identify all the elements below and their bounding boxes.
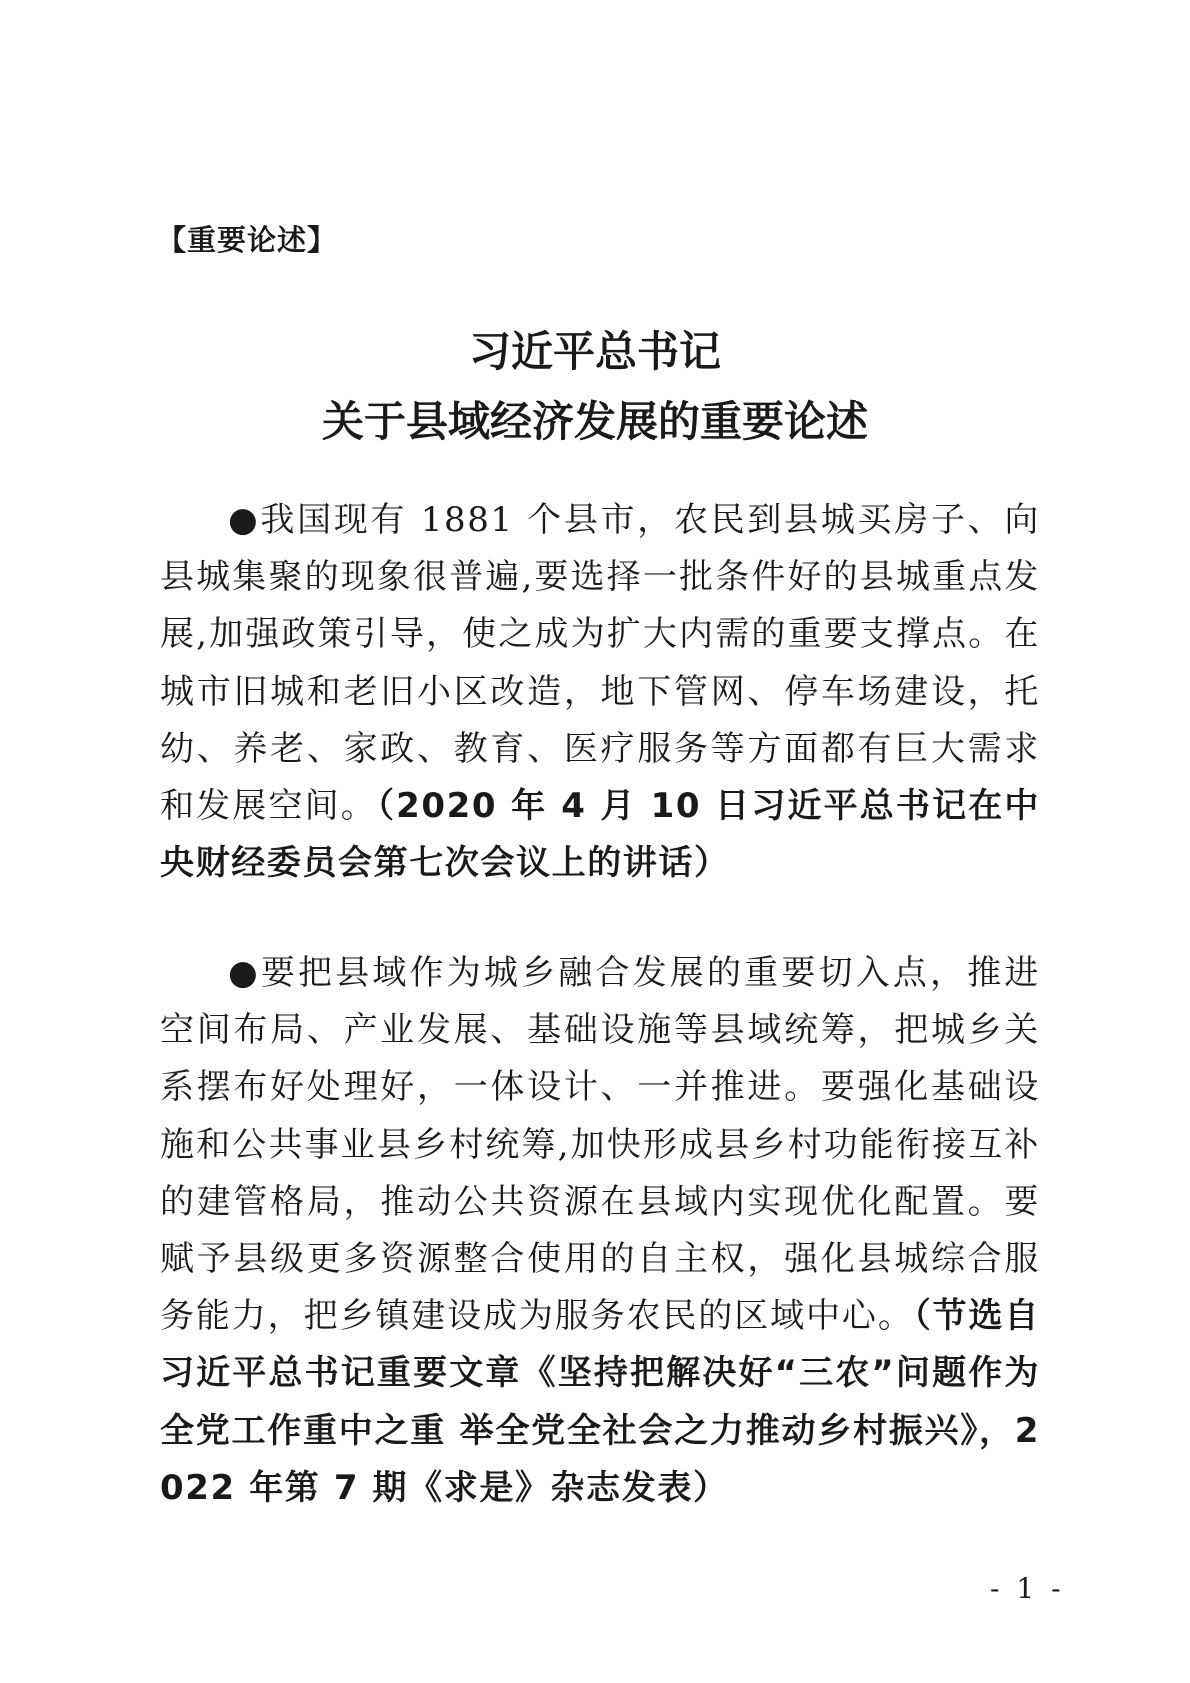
bullet-1: ● <box>228 500 261 540</box>
paragraph-1-body: 我国现有 1881 个县市，农民到县城买房子、向县城集聚的现象很普遍,要选择一批条件好的县城重点发展,加强政策引导，使之成为扩大内需的重要支撑点。在城市旧城和老旧小区改造，地下管网、停车场建设，托幼、养老、家政、教育、医疗服务等方面都有巨大需求和发展空间。 <box>160 500 1040 827</box>
document-title <box>0 317 1190 457</box>
title-line-2: 关于县域经济发展的重要论述 <box>321 397 868 446</box>
paragraph-2-body: 要把县域作为城乡融合发展的重要切入点，推进空间布局、产业发展、基础设施等县域统筹，把城乡关系摆布好处理好，一体设计、一并推进。要强化基础设施和公共事业县乡村统筹,加快形成县乡村功能衔接互补的建管格局，推动公共资源在县域内实现优化配置。要赋予县级更多资源整合使用的自主权，强化县城综合服务能力，把乡镇建设成为服务农民的区域中心。 <box>160 953 1040 1337</box>
paragraph-2 <box>160 945 1040 1517</box>
section-tag: 【重要论述】 <box>157 223 338 257</box>
paragraph-1-source: （2020 年 4 月 10 日习近平总书记在中央财经委员会第七次会议上的讲话） <box>160 786 1040 884</box>
paragraph-2-source: （节选自习近平总书记重要文章《坚持把解决好“三农”问题作为全党工作重中之重 举全党全社会之力推动乡村振兴》，2022 年第 7 期《求是》杂志发表） <box>160 1296 1040 1508</box>
paragraph-1 <box>160 492 1040 892</box>
bullet-2: ● <box>228 953 261 993</box>
title-line-1: 习近平总书记 <box>468 327 721 376</box>
page-number: - 1 - <box>990 1572 1065 1605</box>
